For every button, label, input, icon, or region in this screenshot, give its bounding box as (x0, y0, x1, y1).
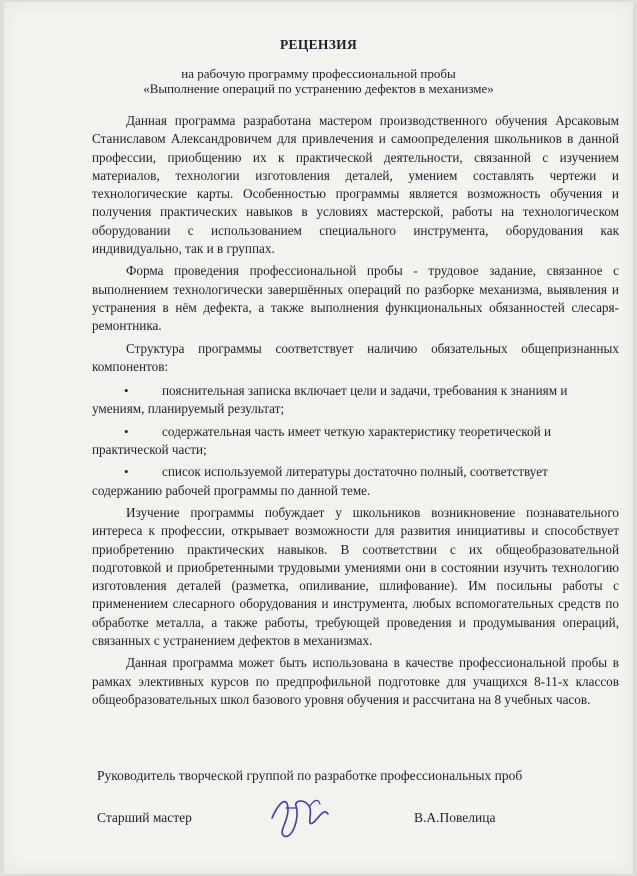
signer-name: В.А.Повелица (414, 810, 496, 825)
bullet-1-rest: умениям, планируемый результат; (92, 401, 285, 417)
paragraph-3: Структура программы соответствует наличию обязательных общепризнанных компонентов: (92, 340, 619, 374)
paragraph-2: Форма проведения профессиональной пробы - трудовое задание, связанное с выполнением технологически завершённых операций по разборке механизма, выявления и устранения в нём дефекта, а также выполнения функциональных обязанностей слесаря-ремонтника. (92, 263, 619, 334)
subtitle-line-2: «Выполнение операций по устранению дефектов в механизме» (143, 81, 494, 96)
document-page (4, 2, 633, 874)
paragraph-5: Данная программа может быть использована в качестве профессиональной пробы в рамках элективных курсов по предпрофильной подготовке для учащихся 8-11-х классов общеобразовательных школ базового уровня обучения и рассчитана на 8 учебных часов. (92, 655, 619, 707)
bullet-2-rest: практической части; (92, 442, 207, 458)
document-body (92, 112, 619, 713)
signature-heading: Руководитель творческой группой по разработке профессиональных проб (97, 768, 523, 783)
paragraph-4: Изучение программы побуждает у школьников возникновение познавательного интереса к профессии, открывает возможности для развития инициативы и способствует приобретению практических навыков. В соответствии с их общеобразовательной подготовкой и приобретенными трудовыми умениями они в состоянии изучить технологию изготовления деталей (разметка, опиливание, шлифование). Им посильны работы с применением слесарного оборудования и инструмента, любых вспомогательных средств по обработке металла, а также работы, требующей проведения и продумывания операций, связанных с устранением дефектов в механизмах. (92, 504, 619, 649)
bullet-item-1 (92, 382, 619, 419)
paragraph-1: Данная программа разработана мастером производственного обучения Арсаковым Станиславом Александровичем для привлечения и самоопределения школьников в данной профессии, приобщению их к практической деятельности, связанной с изучением материалов, технологии изготовления деталей, умением составлять чертежи и технологические карты. Особенностью программы является возможность обучения и получения практических навыков в условиях мастерской, работы на технологическом оборудовании с использованием специального инструмента, оборудования как индивидуально, так и в группах. (92, 113, 619, 257)
bullet-3-rest: содержанию рабочей программы по данной теме. (92, 482, 371, 498)
bullet-item-3 (92, 463, 619, 500)
bullet-icon: • (124, 423, 129, 439)
bullet-1-first-line: пояснительная записка включает цели и задачи, требования к знаниям и (162, 383, 568, 399)
bullet-icon: • (124, 464, 129, 480)
bullet-3-first-line: список используемой литературы достаточно полный, соответствует (162, 464, 548, 480)
bullet-icon: • (124, 383, 129, 399)
signer-role: Старший мастер (97, 810, 192, 825)
bullet-2-first-line: содержательная часть имеет четкую характеристику теоретической и (162, 423, 552, 439)
subtitle-line-1: на рабочую программу профессиональной пробы (181, 66, 456, 81)
bullet-item-2 (92, 423, 619, 460)
document-title: РЕЦЕНЗИЯ (279, 37, 358, 52)
handwritten-signature (266, 788, 336, 844)
